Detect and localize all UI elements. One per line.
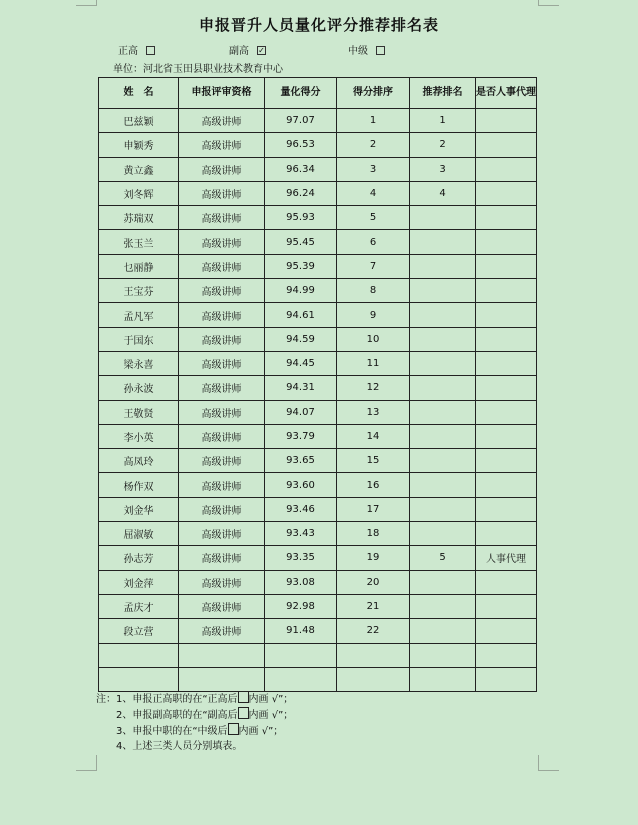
- table-row: [99, 473, 537, 497]
- cell-score: 93.43: [265, 522, 337, 546]
- cell-score: [265, 643, 337, 667]
- cell-name: 王宝芬: [99, 279, 179, 303]
- cell-score: 97.07: [265, 109, 337, 133]
- header-recommend-rank: 推荐排名: [410, 78, 476, 109]
- cell-qualification: 高级讲师: [179, 327, 265, 351]
- table-row: [99, 667, 537, 691]
- cell-score: 94.45: [265, 351, 337, 375]
- cell-name: 孙永波: [99, 376, 179, 400]
- cell-score: 93.08: [265, 570, 337, 594]
- table-header-row: [99, 78, 537, 109]
- cell-name: 孟凡军: [99, 303, 179, 327]
- cell-qualification: 高级讲师: [179, 619, 265, 643]
- cell-name: 梁永喜: [99, 351, 179, 375]
- cell-recommend-rank: 2: [410, 133, 476, 157]
- cell-recommend-rank: [410, 522, 476, 546]
- cell-recommend-rank: [410, 376, 476, 400]
- cell-recommend-rank: 5: [410, 546, 476, 570]
- cell-qualification: 高级讲师: [179, 254, 265, 278]
- table-row: [99, 327, 537, 351]
- cell-agency: 人事代理: [476, 546, 537, 570]
- note-2a: 2、申报副高职的在“副高后: [116, 710, 238, 721]
- cell-agency: [476, 522, 537, 546]
- cell-score: 96.53: [265, 133, 337, 157]
- cell-name: 刘金华: [99, 497, 179, 521]
- checkbox-senior[interactable]: [146, 46, 155, 55]
- cell-score: 94.61: [265, 303, 337, 327]
- cell-agency: [476, 667, 537, 691]
- cell-name: 于国东: [99, 327, 179, 351]
- cell-score-rank: 6: [337, 230, 410, 254]
- note-1b: 内画 √”；: [248, 694, 294, 705]
- table-row: [99, 400, 537, 424]
- option-label: 副高: [229, 46, 249, 57]
- cell-score-rank: 16: [337, 473, 410, 497]
- checkbox-intermediate[interactable]: [376, 46, 385, 55]
- cell-qualification: 高级讲师: [179, 351, 265, 375]
- cell-score-rank: 15: [337, 449, 410, 473]
- cell-qualification: 高级讲师: [179, 449, 265, 473]
- cell-agency: [476, 619, 537, 643]
- cell-name: 张玉兰: [99, 230, 179, 254]
- cell-agency: [476, 594, 537, 618]
- cell-agency: [476, 497, 537, 521]
- level-options: [0, 42, 638, 58]
- cell-score-rank: 1: [337, 109, 410, 133]
- header-name: 姓 名: [99, 78, 179, 109]
- note-4: 4、上述三类人员分别填表。: [116, 741, 243, 752]
- cell-score-rank: 19: [337, 546, 410, 570]
- table-row: [99, 522, 537, 546]
- table-row: [99, 351, 537, 375]
- option-associate: [229, 42, 266, 57]
- table-row: [99, 376, 537, 400]
- cell-name: 杨作双: [99, 473, 179, 497]
- cell-score-rank: 21: [337, 594, 410, 618]
- cell-recommend-rank: [410, 619, 476, 643]
- cell-score: 93.60: [265, 473, 337, 497]
- corner-mark-top-right: [538, 0, 559, 6]
- cell-qualification: 高级讲师: [179, 594, 265, 618]
- cell-agency: [476, 181, 537, 205]
- cell-name: 段立营: [99, 619, 179, 643]
- note-3b: 内画 √”；: [238, 726, 284, 737]
- cell-agency: [476, 400, 537, 424]
- cell-score: 95.45: [265, 230, 337, 254]
- cell-qualification: [179, 667, 265, 691]
- cell-agency: [476, 449, 537, 473]
- option-label: 正高: [118, 46, 138, 57]
- cell-score: 93.65: [265, 449, 337, 473]
- ranking-table: [98, 77, 537, 692]
- cell-qualification: 高级讲师: [179, 303, 265, 327]
- cell-agency: [476, 570, 537, 594]
- cell-score: 91.48: [265, 619, 337, 643]
- cell-agency: [476, 351, 537, 375]
- header-score-rank: 得分排序: [337, 78, 410, 109]
- cell-name: 高凤玲: [99, 449, 179, 473]
- cell-recommend-rank: [410, 424, 476, 448]
- cell-qualification: 高级讲师: [179, 400, 265, 424]
- table-row: [99, 619, 537, 643]
- cell-score-rank: 4: [337, 181, 410, 205]
- cell-recommend-rank: [410, 667, 476, 691]
- cell-score: 93.46: [265, 497, 337, 521]
- cell-qualification: 高级讲师: [179, 279, 265, 303]
- checkbox-associate[interactable]: ✓: [258, 45, 265, 55]
- cell-score-rank: [337, 643, 410, 667]
- option-label: 中级: [348, 46, 368, 57]
- option-intermediate: [348, 42, 385, 57]
- table-row: [99, 449, 537, 473]
- cell-score-rank: [337, 667, 410, 691]
- cell-qualification: 高级讲师: [179, 522, 265, 546]
- cell-score: 96.24: [265, 181, 337, 205]
- cell-name: 刘冬辉: [99, 181, 179, 205]
- inline-box: [238, 691, 249, 703]
- table-row: [99, 157, 537, 181]
- cell-qualification: 高级讲师: [179, 157, 265, 181]
- cell-score-rank: 13: [337, 400, 410, 424]
- cell-score-rank: 2: [337, 133, 410, 157]
- table-row: [99, 303, 537, 327]
- inline-box: [228, 723, 239, 735]
- cell-recommend-rank: [410, 400, 476, 424]
- document-title: 申报晋升人员量化评分推荐排名表: [198, 16, 439, 34]
- cell-recommend-rank: [410, 206, 476, 230]
- cell-agency: [476, 133, 537, 157]
- table-row: [99, 109, 537, 133]
- cell-name: 屈淑敏: [99, 522, 179, 546]
- cell-qualification: [179, 643, 265, 667]
- cell-qualification: 高级讲师: [179, 133, 265, 157]
- cell-qualification: 高级讲师: [179, 473, 265, 497]
- cell-agency: [476, 230, 537, 254]
- table-row: [99, 279, 537, 303]
- cell-qualification: 高级讲师: [179, 181, 265, 205]
- cell-recommend-rank: [410, 643, 476, 667]
- option-senior: [118, 42, 155, 57]
- cell-recommend-rank: [410, 303, 476, 327]
- table-row: [99, 133, 537, 157]
- cell-qualification: 高级讲师: [179, 376, 265, 400]
- cell-score-rank: 11: [337, 351, 410, 375]
- cell-agency: [476, 157, 537, 181]
- cell-score-rank: 18: [337, 522, 410, 546]
- cell-name: 巴兹颖: [99, 109, 179, 133]
- cell-recommend-rank: [410, 254, 476, 278]
- table-row: [99, 181, 537, 205]
- cell-recommend-rank: 1: [410, 109, 476, 133]
- cell-recommend-rank: [410, 351, 476, 375]
- table-row: [99, 206, 537, 230]
- cell-agency: [476, 279, 537, 303]
- cell-score-rank: 20: [337, 570, 410, 594]
- table-row: [99, 546, 537, 570]
- cell-score: 95.39: [265, 254, 337, 278]
- inline-box: [238, 707, 249, 719]
- cell-qualification: 高级讲师: [179, 497, 265, 521]
- note-2b: 内画 √”；: [248, 710, 294, 721]
- cell-score-rank: 22: [337, 619, 410, 643]
- cell-recommend-rank: [410, 327, 476, 351]
- cell-agency: [476, 109, 537, 133]
- cell-name: 黄立鑫: [99, 157, 179, 181]
- cell-recommend-rank: [410, 449, 476, 473]
- cell-qualification: 高级讲师: [179, 109, 265, 133]
- cell-score-rank: 7: [337, 254, 410, 278]
- cell-agency: [476, 424, 537, 448]
- cell-qualification: 高级讲师: [179, 546, 265, 570]
- cell-score-rank: 8: [337, 279, 410, 303]
- table-row: [99, 230, 537, 254]
- cell-score: 96.34: [265, 157, 337, 181]
- cell-score: 94.99: [265, 279, 337, 303]
- cell-name: [99, 643, 179, 667]
- cell-qualification: 高级讲师: [179, 570, 265, 594]
- cell-name: 王敬贤: [99, 400, 179, 424]
- cell-agency: [476, 473, 537, 497]
- cell-agency: [476, 254, 537, 278]
- corner-mark-bottom-right: [538, 755, 559, 771]
- cell-agency: [476, 376, 537, 400]
- cell-agency: [476, 303, 537, 327]
- cell-qualification: 高级讲师: [179, 230, 265, 254]
- cell-score: 94.59: [265, 327, 337, 351]
- cell-score: 93.35: [265, 546, 337, 570]
- cell-score: 94.31: [265, 376, 337, 400]
- note-3a: 3、申报中职的在“中级后: [116, 726, 228, 737]
- cell-recommend-rank: [410, 279, 476, 303]
- cell-recommend-rank: [410, 570, 476, 594]
- cell-name: [99, 667, 179, 691]
- cell-recommend-rank: [410, 594, 476, 618]
- cell-score-rank: 5: [337, 206, 410, 230]
- table-row: [99, 594, 537, 618]
- cell-agency: [476, 327, 537, 351]
- cell-score: 92.98: [265, 594, 337, 618]
- cell-name: 李小英: [99, 424, 179, 448]
- cell-qualification: 高级讲师: [179, 424, 265, 448]
- header-qualification: 申报评审资格: [179, 78, 265, 109]
- unit-label: 单位：河北省玉田县职业技术教育中心: [113, 64, 283, 75]
- cell-recommend-rank: [410, 473, 476, 497]
- cell-name: 孙志芳: [99, 546, 179, 570]
- corner-mark-top-left: [76, 0, 97, 6]
- cell-name: 孟庆才: [99, 594, 179, 618]
- cell-name: 刘金萍: [99, 570, 179, 594]
- cell-recommend-rank: 3: [410, 157, 476, 181]
- note-1a: 1、申报正高职的在“正高后: [116, 694, 238, 705]
- cell-score-rank: 12: [337, 376, 410, 400]
- table-row: [99, 424, 537, 448]
- cell-score: 94.07: [265, 400, 337, 424]
- corner-mark-bottom-left: [76, 755, 97, 771]
- cell-score: 95.93: [265, 206, 337, 230]
- cell-score-rank: 14: [337, 424, 410, 448]
- table-row: [99, 643, 537, 667]
- cell-score: 93.79: [265, 424, 337, 448]
- table-row: [99, 570, 537, 594]
- cell-name: 申颖秀: [99, 133, 179, 157]
- notes: [96, 691, 293, 754]
- cell-score-rank: 9: [337, 303, 410, 327]
- cell-recommend-rank: 4: [410, 181, 476, 205]
- cell-name: 乜丽静: [99, 254, 179, 278]
- cell-agency: [476, 206, 537, 230]
- cell-score-rank: 3: [337, 157, 410, 181]
- cell-recommend-rank: [410, 497, 476, 521]
- header-agency: 是否人事代理: [476, 78, 537, 109]
- cell-agency: [476, 643, 537, 667]
- cell-qualification: 高级讲师: [179, 206, 265, 230]
- cell-recommend-rank: [410, 230, 476, 254]
- header-score: 量化得分: [265, 78, 337, 109]
- table-row: [99, 254, 537, 278]
- cell-score-rank: 17: [337, 497, 410, 521]
- cell-score-rank: 10: [337, 327, 410, 351]
- cell-name: 苏瑞双: [99, 206, 179, 230]
- cell-score: [265, 667, 337, 691]
- table-row: [99, 497, 537, 521]
- notes-prefix: 注：: [96, 694, 116, 705]
